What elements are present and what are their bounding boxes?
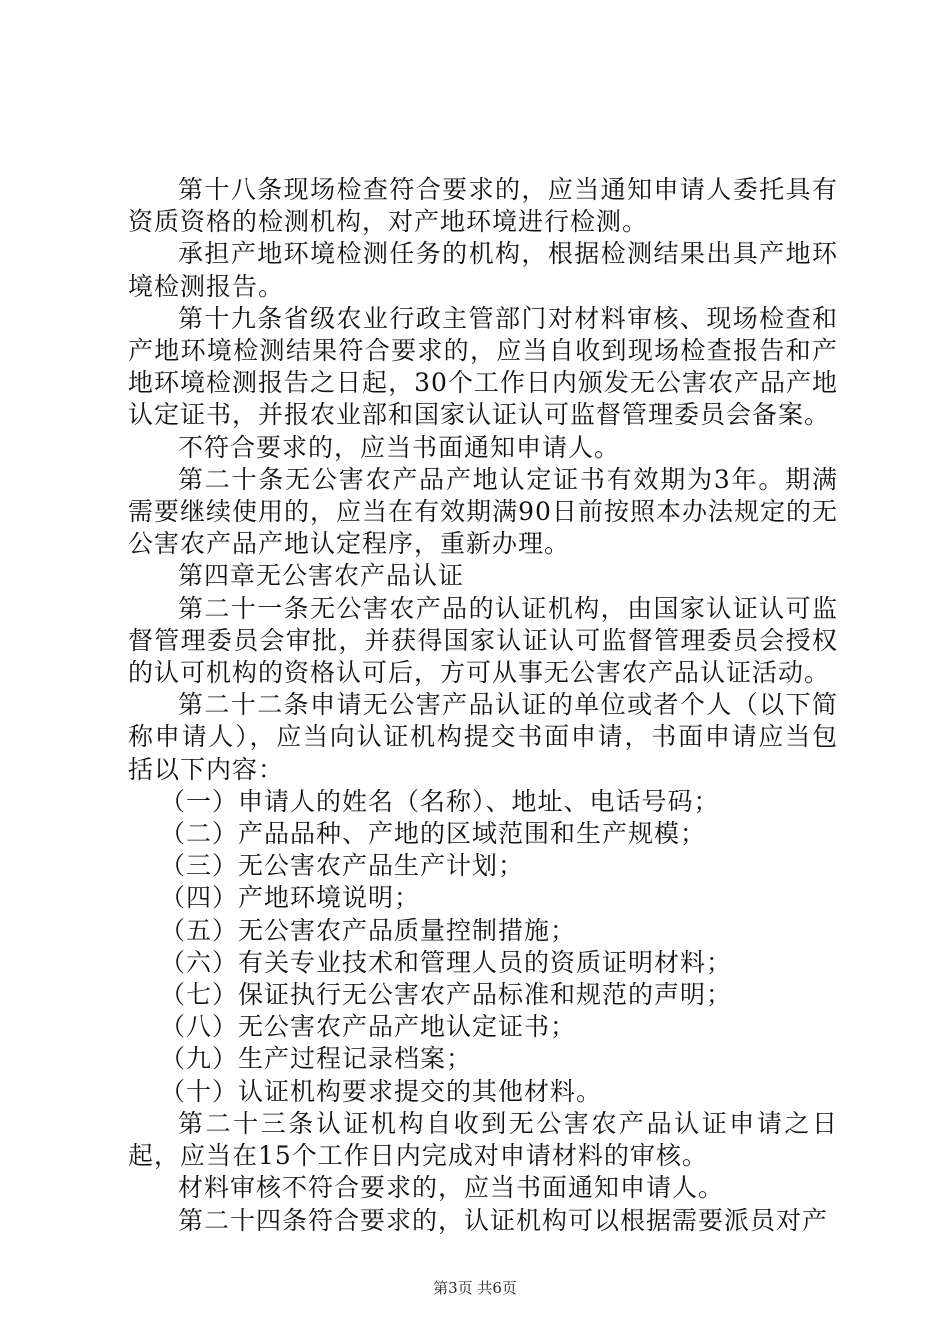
paragraph-article-23: 第二十三条认证机构自收到无公害农产品认证申请之日起，应当在15个工作日内完成对申请材料的审核。: [128, 1108, 838, 1171]
chapter-heading: 第四章无公害农产品认证: [178, 561, 465, 591]
paragraph-article-19: 第十九条省级农业行政主管部门对材料审核、现场检查和产地环境检测结果符合要求的，应当自收到现场检查报告和产地环境检测报告之日起，30个工作日内颁发无公害农产品产地认定证书，并报农业部和国家认证认可监督管理委员会备案。: [128, 303, 838, 430]
paragraph-article-21: 第二十一条无公害农产品的认证机构，由国家认证认可监督管理委员会审批，并获得国家认证认可监督管理委员会授权的认可机构的资格认可后，方可从事无公害农产品认证活动。: [128, 593, 838, 688]
list-item: （三）无公害农产品生产计划；: [160, 851, 525, 881]
list-item: （九）生产过程记录档案；: [160, 1044, 473, 1074]
list-item: （五）无公害农产品质量控制措施；: [160, 915, 577, 945]
paragraph-article-18: 第十八条现场检查符合要求的，应当通知申请人委托具有资质资格的检测机构，对产地环境进行检测。: [128, 175, 838, 237]
list-item: （一）申请人的姓名（名称）、地址、电话号码；: [160, 786, 720, 816]
list-item: （二）产品品种、产地的区域范围和生产规模；: [160, 819, 707, 849]
paragraph-monitoring-report: 承担产地环境检测任务的机构，根据检测结果出具产地环境检测报告。: [128, 239, 838, 301]
paragraph-noncompliance-notice: 不符合要求的，应当书面通知申请人。: [178, 432, 621, 462]
paragraph-article-20: 第二十条无公害农产品产地认定证书有效期为3年。期满需要继续使用的，应当在有效期满90日前按照本办法规定的无公害农产品产地认定程序，重新办理。: [128, 464, 838, 559]
document-body: [128, 174, 838, 1237]
list-item: （七）保证执行无公害农产品标准和规范的声明；: [160, 980, 733, 1010]
paragraph-article-22: 第二十二条申请无公害产品认证的单位或者个人（以下简称申请人），应当向认证机构提交书面申请，书面申请应当包括以下内容：: [128, 690, 838, 784]
list-item: （六）有关专业技术和管理人员的资质证明材料；: [160, 947, 733, 977]
paragraph-article-24: 第二十四条符合要求的，认证机构可以根据需要派员对产: [178, 1205, 829, 1235]
paragraph-review-notice: 材料审核不符合要求的，应当书面通知申请人。: [178, 1173, 725, 1203]
list-item: （八）无公害农产品产地认定证书；: [160, 1012, 577, 1042]
page-number: 第3页 共6页: [433, 1279, 517, 1297]
list-item: （十）认证机构要求提交的其他材料。: [160, 1076, 603, 1106]
list-item: （四）产地环境说明；: [160, 883, 421, 913]
